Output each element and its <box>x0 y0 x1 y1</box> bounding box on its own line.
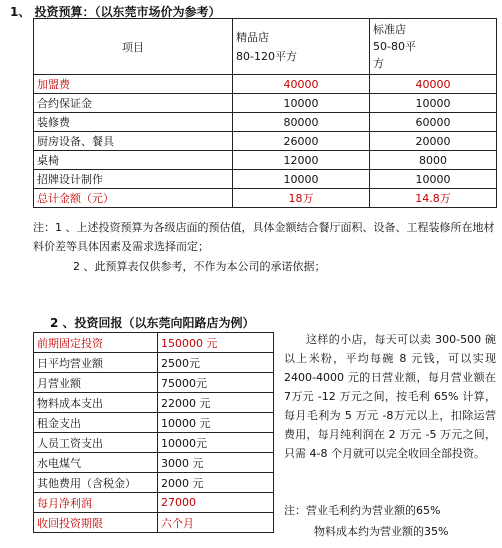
budget-item-name: 总计金额（元） <box>34 189 233 208</box>
return-item-value: 2000 元 <box>158 473 274 493</box>
return-item-value: 六个月 <box>158 513 274 533</box>
return-note-a: 注：营业毛利约为营业额的65% <box>284 504 441 517</box>
return-row <box>34 373 274 393</box>
return-item-name: 水电煤气 <box>34 453 158 473</box>
budget-value-biaozhun: 10000 <box>370 94 497 113</box>
budget-row <box>34 170 497 189</box>
budget-row <box>34 189 497 208</box>
return-row <box>34 393 274 413</box>
budget-row <box>34 113 497 132</box>
budget-item-name: 招牌设计制作 <box>34 170 233 189</box>
return-row <box>34 513 274 533</box>
return-row <box>34 433 274 453</box>
return-item-name: 日平均营业额 <box>34 353 158 373</box>
return-item-value: 10000 元 <box>158 413 274 433</box>
budget-note-1: 注：1 、上述投资预算为各级店面的预估值，具体金额结合餐厅面积、设备、工程装修所在地材料价差等具体因素及需求选择而定； <box>33 221 495 253</box>
section1-title: 1、 投资预算：（以东莞市场价为参考） <box>10 5 221 19</box>
budget-value-jingpin: 10000 <box>233 94 370 113</box>
budget-row <box>34 132 497 151</box>
budget-value-biaozhun: 20000 <box>370 132 497 151</box>
return-item-value: 22000 元 <box>158 393 274 413</box>
budget-value-jingpin: 12000 <box>233 151 370 170</box>
budget-item-name: 装修费 <box>34 113 233 132</box>
return-row <box>34 413 274 433</box>
return-table <box>33 332 274 533</box>
return-item-name: 前期固定投资 <box>34 333 158 353</box>
return-item-name: 人员工资支出 <box>34 433 158 453</box>
return-item-name: 其他费用（含税金） <box>34 473 158 493</box>
budget-value-biaozhun: 10000 <box>370 170 497 189</box>
budget-note-2: 2 、此预算表仅供参考，不作为本公司的承诺依据； <box>73 260 326 273</box>
return-item-value: 75000元 <box>158 373 274 393</box>
budget-value-biaozhun: 14.8万 <box>370 189 497 208</box>
return-item-name: 租金支出 <box>34 413 158 433</box>
return-item-value: 3000 元 <box>158 453 274 473</box>
return-row <box>34 473 274 493</box>
return-item-name: 月营业额 <box>34 373 158 393</box>
budget-value-jingpin: 10000 <box>233 170 370 189</box>
return-item-value: 2500元 <box>158 353 274 373</box>
return-row <box>34 493 274 513</box>
budget-row <box>34 151 497 170</box>
return-item-name: 每月净利润 <box>34 493 158 513</box>
return-row <box>34 333 274 353</box>
return-row <box>34 453 274 473</box>
header-col1: 精品店 80-120平方 <box>233 19 370 75</box>
section2-title: 2 、投资回报（以东莞向阳路店为例） <box>50 316 255 330</box>
budget-value-jingpin: 40000 <box>233 75 370 94</box>
budget-value-biaozhun: 60000 <box>370 113 497 132</box>
budget-value-jingpin: 80000 <box>233 113 370 132</box>
return-item-value: 150000 元 <box>158 333 274 353</box>
return-row <box>34 353 274 373</box>
return-item-name: 收回投资期限 <box>34 513 158 533</box>
budget-item-name: 合约保证金 <box>34 94 233 113</box>
budget-value-jingpin: 18万 <box>233 189 370 208</box>
budget-value-biaozhun: 8000 <box>370 151 497 170</box>
budget-table-header <box>34 19 497 75</box>
budget-row <box>34 94 497 113</box>
header-col2: 标准店 50-80平 方 <box>370 19 497 75</box>
budget-item-name: 桌椅 <box>34 151 233 170</box>
return-item-name: 物料成本支出 <box>34 393 158 413</box>
return-item-value: 10000元 <box>158 433 274 453</box>
return-paragraph: 这样的小店，每天可以卖 300-500 碗以上米粉，平均每碗 8 元钱，可以实现 2400-4000 元的日营业额，每月营业额在 7万元 -12 万元之间，按毛利 65% 计算，每月毛利为 5 万元 -8万元以上，扣除运营费用，每月纯利润在 2 万元 -5 万元之间，只需 4-8 个月就可以完全收回全部投资。 <box>284 333 496 460</box>
header-item: 项目 <box>34 19 233 75</box>
return-note-b: 物料成本约为营业额的35% <box>314 525 449 538</box>
budget-item-name: 加盟费 <box>34 75 233 94</box>
budget-value-jingpin: 26000 <box>233 132 370 151</box>
budget-table <box>33 18 497 208</box>
return-item-value: 27000 <box>158 493 274 513</box>
budget-value-biaozhun: 40000 <box>370 75 497 94</box>
budget-row <box>34 75 497 94</box>
budget-item-name: 厨房设备、餐具 <box>34 132 233 151</box>
